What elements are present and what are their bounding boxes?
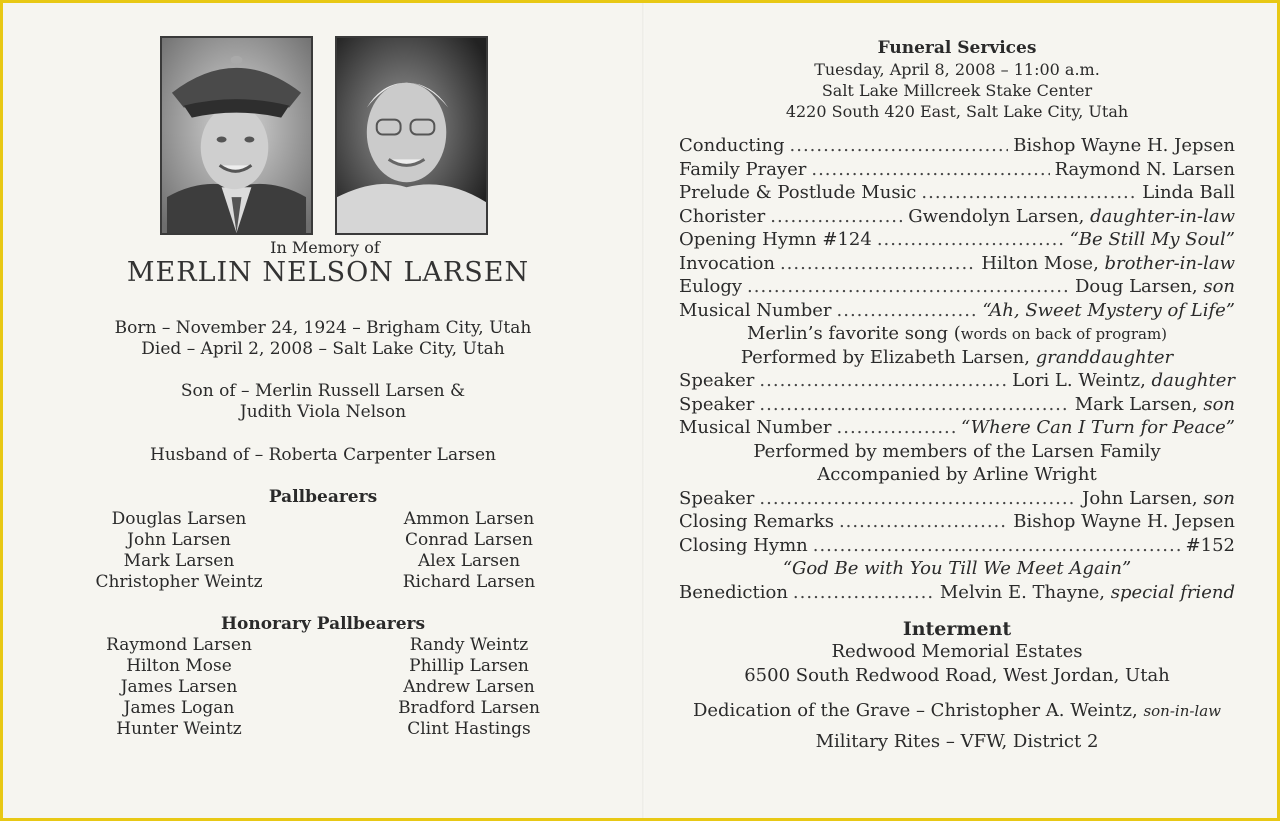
pallbearer-name: John Larsen [127, 530, 231, 550]
dedication-role: son-in-law [1143, 702, 1222, 720]
participant-name: Raymond N. Larsen [1054, 158, 1235, 180]
portrait-young-photo [160, 36, 313, 235]
portrait-elderly-photo [335, 36, 488, 235]
program-item-label: Speaker [679, 487, 755, 509]
dot-leader [813, 535, 1181, 556]
program-note [679, 558, 1235, 582]
program-row [679, 370, 1235, 394]
program-item-participant [1186, 535, 1235, 556]
program-note [679, 441, 1235, 465]
program-note [679, 323, 1235, 347]
dot-leader [877, 229, 1065, 250]
honorary-pallbearer-name: Hilton Mose [126, 656, 232, 676]
participant-name: #152 [1185, 534, 1235, 556]
program-item-participant [1013, 135, 1235, 156]
participant-name: Gwendolyn Larsen, [908, 205, 1085, 227]
participant-role: son [1203, 487, 1235, 509]
program-note [679, 347, 1235, 371]
dot-leader [839, 511, 1008, 532]
program-row [679, 182, 1235, 206]
page-fold [642, 3, 645, 818]
program-note [679, 464, 1235, 488]
honorary-left-list [79, 635, 279, 740]
dot-leader [759, 394, 1069, 415]
services-date: Tuesday, April 8, 2008 – 11:00 a.m. [814, 60, 1100, 79]
participant-name: Mark Larsen, [1074, 393, 1198, 415]
pallbearer-name: Conrad Larsen [404, 530, 534, 550]
dot-leader [770, 206, 903, 227]
note-text: Accompanied by Arline Wright [817, 464, 1097, 485]
program-item-participant [982, 300, 1235, 321]
pallbearer-name: Ammon Larsen [403, 509, 535, 529]
grave-dedication [679, 700, 1235, 721]
program-item-participant [908, 206, 1235, 227]
interment-heading: Interment [902, 618, 1012, 640]
program-item-label: Closing Remarks [679, 511, 834, 532]
program-item-participant [940, 582, 1235, 603]
honorary-pallbearer-name: Phillip Larsen [409, 656, 529, 676]
dot-leader [790, 135, 1009, 156]
program-item-label: Conducting [679, 135, 785, 156]
note-text: Performed by members of the Larsen Family [753, 440, 1161, 462]
note-text: Performed by Elizabeth Larsen, [740, 346, 1030, 368]
pallbearer-name: Christopher Weintz [95, 572, 263, 592]
program-item-label: Closing Hymn [679, 534, 808, 556]
participant-role: brother-in-law [1104, 252, 1235, 274]
program-row [679, 300, 1235, 324]
program-item-participant [1070, 229, 1235, 250]
participant-role: daughter-in-law [1090, 205, 1235, 227]
pallbearer-name: Alex Larsen [417, 551, 521, 571]
participant-role: “Where Can I Turn for Peace” [960, 417, 1235, 438]
program-item-participant [1013, 511, 1235, 532]
participant-name: Linda Ball [1142, 182, 1235, 203]
dot-leader [837, 300, 978, 321]
program-item-label: Musical Number [679, 417, 832, 438]
interment-address: 6500 South Redwood Road, West Jordan, Utah [744, 665, 1170, 686]
participant-name: Hilton Mose, [981, 252, 1099, 274]
services-heading: Funeral Services [877, 38, 1037, 58]
birth-death-info [73, 318, 573, 360]
pallbearer-name: Mark Larsen [123, 551, 235, 571]
dot-leader [747, 276, 1070, 297]
born-line: Born – November 24, 1924 – Brigham City, Utah [114, 318, 532, 338]
pallbearer-name: Richard Larsen [402, 572, 536, 592]
participant-role: son [1203, 393, 1235, 415]
program-item-label: Speaker [679, 370, 755, 391]
participant-name: Bishop Wayne H. Jepsen [1013, 135, 1235, 156]
program-row [679, 535, 1235, 559]
program-item-label: Speaker [679, 393, 755, 415]
honorary-pallbearer-name: Randy Weintz [409, 635, 529, 655]
dot-leader [793, 582, 935, 603]
program-sheet [3, 3, 1277, 818]
program-item-label: Family Prayer [679, 158, 807, 180]
son-of-line-1: Son of – Merlin Russell Larsen & [180, 381, 466, 401]
participant-role: “Be Still My Soul” [1069, 229, 1235, 250]
program-item-participant [1012, 370, 1235, 391]
pallbearer-name: Douglas Larsen [111, 509, 247, 529]
pallbearers-right-list [369, 509, 569, 593]
note-text: Merlin’s favorite song ( [746, 323, 961, 344]
program-item-label: Prelude & Postlude Music [679, 182, 917, 203]
participant-role: son [1203, 276, 1235, 297]
note-italic-text: “God Be with You Till We Meet Again” [782, 558, 1132, 579]
parents-info [73, 381, 573, 423]
son-of-line-2: Judith Viola Nelson [239, 402, 407, 422]
program-item-participant [1075, 394, 1235, 415]
program-item-participant [1142, 182, 1235, 203]
program-item-participant [1075, 276, 1235, 297]
program-row [679, 159, 1235, 183]
program-row [679, 206, 1235, 230]
in-memory-label: In Memory of [270, 238, 380, 257]
program-item-label: Musical Number [679, 299, 832, 321]
participant-name: John Larsen, [1082, 487, 1198, 509]
spouse-info: Husband of – Roberta Carpenter Larsen [150, 445, 496, 465]
honorary-pallbearer-name: Raymond Larsen [106, 635, 252, 655]
honorary-pallbearer-name: James Logan [123, 698, 235, 718]
services-location: Salt Lake Millcreek Stake Center [821, 81, 1093, 100]
dot-leader [759, 370, 1007, 391]
honorary-pallbearers-heading: Honorary Pallbearers [220, 614, 426, 634]
honorary-pallbearer-name: Bradford Larsen [398, 698, 540, 718]
honorary-pallbearer-name: James Larsen [120, 677, 238, 697]
dedication-text: Dedication of the Grave – Christopher A. Weintz, [692, 700, 1138, 721]
interment-location: Redwood Memorial Estates [831, 641, 1083, 662]
program-item-label: Eulogy [679, 276, 743, 297]
program-item-participant [1082, 488, 1235, 509]
honorary-pallbearer-name: Hunter Weintz [116, 719, 242, 739]
program-item-label: Invocation [679, 252, 775, 274]
program-item-participant [981, 253, 1235, 274]
program-row [679, 276, 1235, 300]
note-italic-text: granddaughter [1035, 346, 1174, 368]
services-address: 4220 South 420 East, Salt Lake City, Utah [785, 102, 1129, 121]
program-item-participant [961, 417, 1235, 438]
program-item-label: Benediction [679, 581, 788, 603]
program-item-participant [1055, 159, 1235, 180]
dot-leader [921, 182, 1137, 203]
died-line: Died – April 2, 2008 – Salt Lake City, Utah [141, 339, 505, 359]
participant-name: Lori L. Weintz, [1012, 370, 1146, 391]
honorary-pallbearer-name: Clint Hastings [407, 719, 531, 739]
participant-role: “Ah, Sweet Mystery of Life” [982, 299, 1235, 321]
program-item-label: Opening Hymn #124 [679, 229, 872, 250]
military-rites: Military Rites – VFW, District 2 [815, 731, 1099, 752]
program-row [679, 394, 1235, 418]
dot-leader [780, 253, 976, 274]
participant-name: Doug Larsen, [1074, 276, 1198, 297]
deceased-name: MERLIN NELSON LARSEN [126, 257, 530, 288]
participant-name: Bishop Wayne H. Jepsen [1013, 511, 1235, 532]
dot-leader [811, 159, 1049, 180]
program-item-label: Chorister [679, 205, 766, 227]
participant-role: daughter [1151, 370, 1235, 391]
program-order [679, 135, 1235, 605]
honorary-right-list [369, 635, 569, 740]
dot-leader [837, 417, 956, 438]
note-small-text: words on back of program) [960, 325, 1168, 343]
pallbearers-left-list [79, 509, 279, 593]
program-row [679, 135, 1235, 159]
program-row [679, 511, 1235, 535]
honorary-pallbearer-name: Andrew Larsen [403, 677, 535, 697]
participant-role: special friend [1110, 581, 1235, 603]
participant-name: Melvin E. Thayne, [939, 581, 1105, 603]
program-row [679, 582, 1235, 606]
program-row [679, 417, 1235, 441]
dot-leader [759, 488, 1077, 509]
program-row [679, 229, 1235, 253]
program-row [679, 488, 1235, 512]
program-row [679, 253, 1235, 277]
pallbearers-heading: Pallbearers [268, 487, 378, 507]
